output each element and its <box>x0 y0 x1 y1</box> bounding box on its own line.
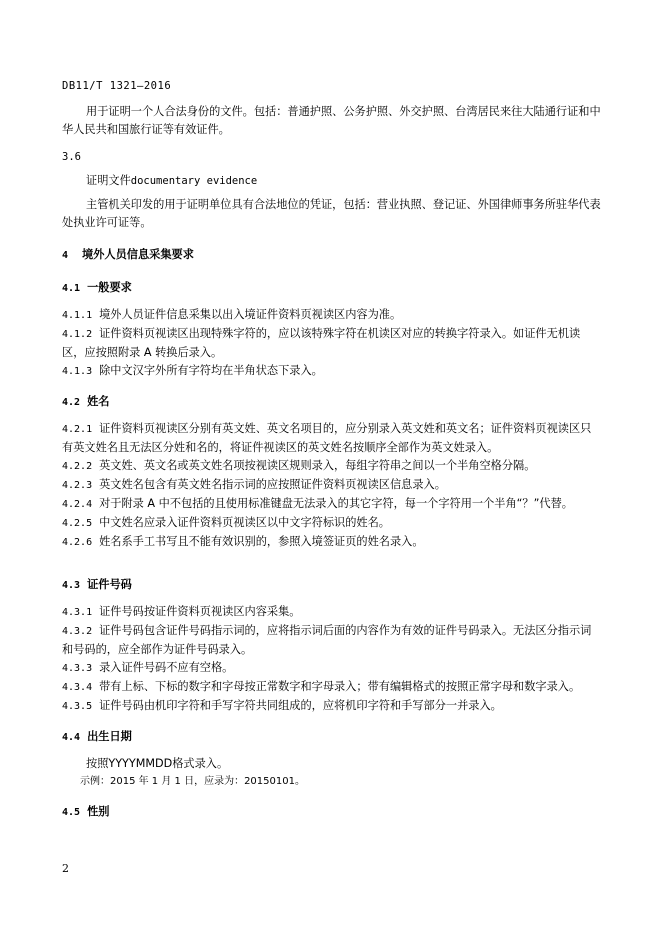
clause-4-2-1-number: 4.2.1 <box>62 424 93 435</box>
clause-4-3-1-number: 4.3.1 <box>62 607 93 618</box>
clause-4-2-3-text: 英文姓名包含有英文姓名指示词的应按照证件资料页视读区信息录入。 <box>99 478 446 491</box>
clause-4-3-5-number: 4.3.5 <box>62 701 93 712</box>
clause-4-1-2 <box>62 325 602 362</box>
clause-4-2-6 <box>62 533 602 552</box>
clause-4-1-1 <box>62 306 602 325</box>
clause-4-3-4 <box>62 678 602 697</box>
clause-4-3-1-text: 证件号码按证件资料页视读区内容采集。 <box>99 605 301 618</box>
section-4-title: 境外人员信息采集要求 <box>82 248 194 261</box>
clause-4-3-3-number: 4.3.3 <box>62 663 93 674</box>
definition-3-5-text: 用于证明一个人合法身份的文件。包括：普通护照、公务护照、外交护照、台湾居民来往大陆通行证和中华人民共和国旅行证等有效证件。 <box>62 105 601 136</box>
page-body <box>62 103 602 822</box>
clause-4-2-2 <box>62 457 602 476</box>
clause-4-2-5-text: 中文姓名应录入证件资料页视读区以中文字符标识的姓名。 <box>99 516 390 529</box>
clause-4-3-2 <box>62 622 602 659</box>
clause-4-3-3-text: 录入证件号码不应有空格。 <box>99 661 234 674</box>
clause-4-4-example: 示例：2015 年 1 月 1 日，应录为：20150101。 <box>80 776 305 787</box>
clause-4-1-3-number: 4.1.3 <box>62 366 93 377</box>
clause-4-3-2-text: 证件号码包含证件号码指示词的，应将指示词后面的内容作为有效的证件号码录入。无法区分指示词和号码的，应全部作为证件号码录入。 <box>62 624 592 656</box>
clause-4-2-5-number: 4.2.5 <box>62 518 93 529</box>
section-4-heading <box>62 246 602 265</box>
clause-4-2-6-number: 4.2.6 <box>62 537 93 548</box>
clause-4-3-3 <box>62 659 602 678</box>
clause-4-2-4 <box>62 495 602 514</box>
section-4-1-title: 一般要求 <box>87 281 132 294</box>
clause-4-3-1 <box>62 603 602 622</box>
clause-4-1-3 <box>62 362 602 381</box>
section-4-2-number: 4.2 <box>62 397 81 408</box>
section-4-4-title: 出生日期 <box>87 730 132 743</box>
section-4-2-title: 姓名 <box>87 395 110 408</box>
clause-4-2-4-text: 对于附录 A 中不包括的且使用标准键盘无法录入的其它字符，每一个字符用一个半角“？”代替。 <box>99 497 573 510</box>
section-4-5-number: 4.5 <box>62 807 81 818</box>
term-3-6 <box>62 172 602 190</box>
clause-4-3-4-number: 4.3.4 <box>62 682 93 693</box>
clause-4-3-4-text: 带有上标、下标的数字和字母按正常数字和字母录入；带有编辑格式的按照正常字母和数字录入。 <box>99 680 581 693</box>
section-4-4-number: 4.4 <box>62 732 81 743</box>
section-4-1-number: 4.1 <box>62 283 81 294</box>
clause-4-2-2-text: 英文姓、英文名或英文姓名项按视读区规则录入，每组字符串之间以一个半角空格分隔。 <box>99 459 536 472</box>
clause-4-1-1-number: 4.1.1 <box>62 310 93 321</box>
section-4-5-heading <box>62 803 602 822</box>
clause-4-1-1-text: 境外人员证件信息采集以出入境证件资料页视读区内容为准。 <box>99 308 402 321</box>
section-4-3-title: 证件号码 <box>87 578 132 591</box>
clause-3-6-number: 3.6 <box>62 151 81 163</box>
section-4-5-title: 性别 <box>87 805 110 818</box>
clause-4-2-5 <box>62 514 602 533</box>
term-3-6-zh: 证明文件 <box>86 174 131 187</box>
term-3-6-en: documentary evidence <box>130 175 258 187</box>
clause-4-3-5 <box>62 697 602 716</box>
clause-4-2-1-text: 证件资料页视读区分别有英文姓、英文名项目的，应分别录入英文姓和英文名；证件资料页视读区只有英文姓名且无法区分姓和名的，将证件视读区的英文姓名按顺序全部作为英文姓录入。 <box>62 422 592 454</box>
clause-4-2-4-number: 4.2.4 <box>62 499 93 510</box>
section-4-3-number: 4.3 <box>62 580 81 591</box>
section-4-1-heading <box>62 279 602 298</box>
clause-4-1-2-text: 证件资料页视读区出现特殊字符的，应以该特殊字符在机读区对应的转换字符录入。如证件无机读区，应按照附录 A 转换后录入。 <box>62 327 581 359</box>
clause-4-2-3-number: 4.2.3 <box>62 480 93 491</box>
clause-4-1-2-number: 4.1.2 <box>62 329 93 340</box>
clause-4-3-5-text: 证件号码由机印字符和手写字符共同组成的，应将机印字符和手写部分一并录入。 <box>99 699 502 712</box>
clause-4-2-1 <box>62 420 602 457</box>
clause-4-4-text: 按照YYYYMMDD格式录入。 <box>86 757 229 770</box>
section-4-4-heading <box>62 728 602 747</box>
clause-4-2-3 <box>62 476 602 495</box>
definition-3-6-text: 主管机关印发的用于证明单位具有合法地位的凭证，包括：营业执照、登记证、外国律师事务所驻华代表处执业许可证等。 <box>62 198 601 229</box>
clause-4-2-6-text: 姓名系手工书写且不能有效识别的，参照入境签证页的姓名录入。 <box>99 535 424 548</box>
clause-4-3-2-number: 4.3.2 <box>62 626 93 637</box>
section-4-3-heading <box>62 576 602 595</box>
clause-4-1-3-text: 除中文汉字外所有字符均在半角状态下录入。 <box>99 364 323 377</box>
section-4-2-heading <box>62 393 602 412</box>
clause-4-2-2-number: 4.2.2 <box>62 461 93 472</box>
document-code: DB11/T 1321—2016 <box>62 80 172 92</box>
section-4-number: 4 <box>62 250 69 261</box>
page-number: 2 <box>62 862 69 875</box>
